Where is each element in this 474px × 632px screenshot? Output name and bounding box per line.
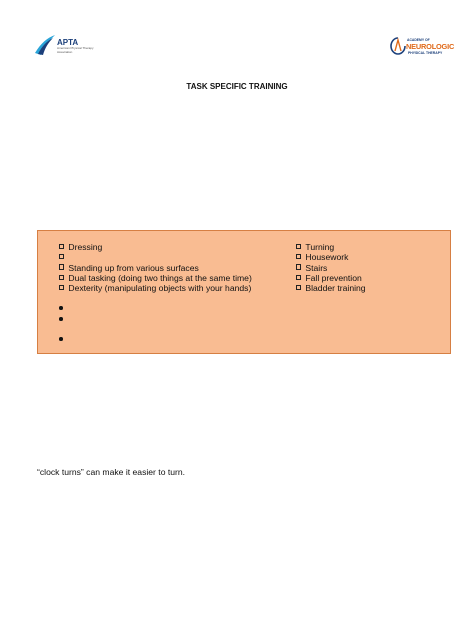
neuro-academy-icon [390, 37, 406, 55]
checklist-left-column [59, 242, 252, 293]
neuro-academy-logo [390, 36, 455, 58]
checkbox-icon[interactable] [296, 254, 301, 259]
checklist-item[interactable]: Dexterity (manipulating objects with your hands) [59, 283, 252, 293]
apta-brand-text: APTA [57, 38, 79, 47]
checkbox-icon[interactable] [59, 275, 64, 280]
clock-turns-note: “clock turns” can make it easier to turn. [37, 467, 186, 477]
checklist-right-column [296, 242, 366, 293]
checklist-item[interactable]: Stairs [296, 263, 366, 273]
checkbox-icon[interactable] [59, 285, 64, 290]
task-checklist-box [37, 230, 451, 354]
checklist-item[interactable]: Fall prevention [296, 273, 366, 283]
checkbox-icon[interactable] [296, 285, 301, 290]
checklist-item[interactable]: Turning [296, 242, 366, 252]
checkbox-icon[interactable] [59, 264, 64, 269]
checkbox-icon[interactable] [296, 244, 301, 249]
apta-swoosh-icon [33, 33, 57, 57]
checklist-item[interactable]: Standing up from various surfaces [59, 263, 252, 273]
checklist-item[interactable]: Bladder training [296, 283, 366, 293]
checklist-item[interactable]: Housework [296, 252, 366, 262]
bullet-icon [59, 317, 63, 321]
apta-sub-text: American Physical Therapy Association [57, 46, 94, 54]
checklist-item[interactable] [59, 252, 252, 262]
checkbox-icon[interactable] [296, 275, 301, 280]
neuro-line1: ACADEMY OF [407, 38, 430, 42]
bullet-icon [59, 337, 63, 341]
checkbox-icon[interactable] [296, 264, 301, 269]
checkbox-icon[interactable] [59, 254, 64, 259]
checkbox-icon[interactable] [59, 244, 64, 249]
neuro-line3: PHYSICAL THERAPY [408, 51, 443, 55]
page-title: TASK SPECIFIC TRAINING [186, 82, 288, 91]
checklist-item[interactable]: Dressing [59, 242, 252, 252]
checklist-item[interactable]: Dual tasking (doing two things at the same time) [59, 273, 252, 283]
bullet-icon [59, 306, 63, 310]
apta-logo [33, 33, 95, 61]
neuro-line2: NEUROLOGIC [406, 42, 455, 51]
